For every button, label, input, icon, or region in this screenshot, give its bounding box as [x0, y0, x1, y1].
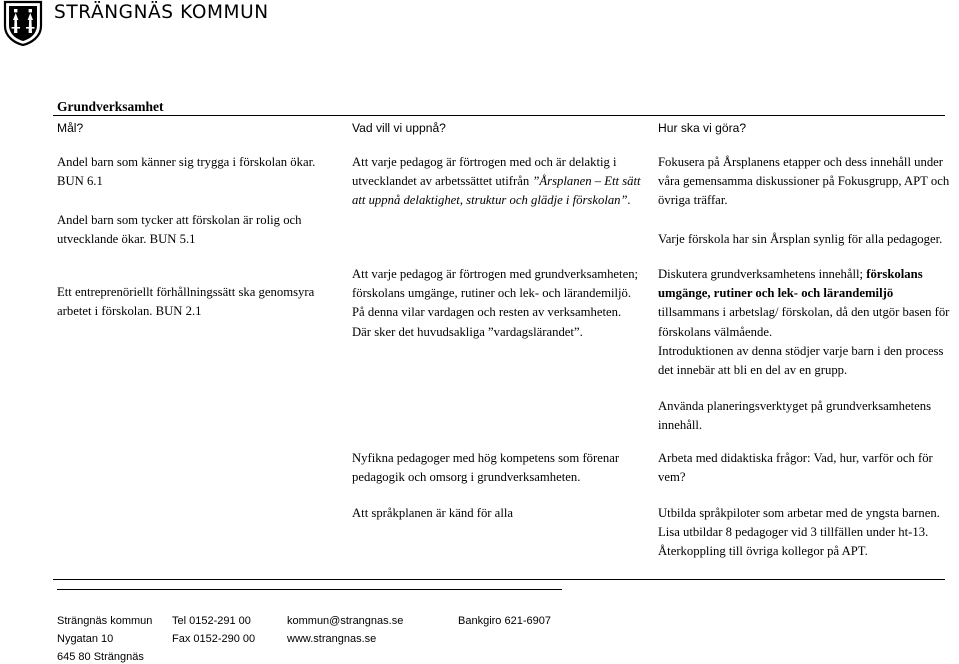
column-header-what: Vad vill vi uppnå?: [352, 121, 446, 135]
text-span: utvecklandet av arbetssättet utifrån: [352, 174, 533, 189]
bold-line: umgänge, rutiner och lek- och lärandemiljö: [658, 286, 894, 301]
text-line: Använda planeringsverktyget på grundverksamhetens: [658, 399, 932, 414]
text-line: arbetet i förskolan. BUN 2.1: [57, 304, 202, 319]
footer-fax: Fax 0152-290 00: [172, 633, 256, 645]
text-line: På denna vilar vardagen och resten av verksamheten.: [352, 305, 622, 320]
arsplan-title-end: att uppnå delaktighet, struktur och glädje i förskolan”.: [352, 193, 631, 208]
text-line: [352, 172, 652, 191]
table-top-rule: [53, 115, 945, 116]
text-line: våra gemensamma diskussioner på Fokusgrupp, APT och: [658, 174, 950, 189]
text-line: tillsammans i arbetslag/ förskolan, då den utgör basen för: [658, 305, 950, 320]
column-header-how: Hur ska vi göra?: [658, 121, 747, 135]
text-line: Att varje pedagog är förtrogen med grundverksamheten;: [352, 267, 639, 281]
text-span: Diskutera grundverksamhetens innehåll;: [658, 267, 867, 281]
text-line: Lisa utbildar 8 pedagoger vid 3 tillfällen under ht-13.: [658, 525, 929, 540]
text-line: Arbeta med didaktiska frågor: Vad, hur, varför och för: [658, 451, 933, 465]
row4-what: [352, 504, 652, 523]
row2-how: [658, 265, 958, 436]
text-line: Där sker det huvudsakliga ”vardagslärandet”.: [352, 324, 583, 339]
footer-postal-address: 645 80 Strängnäs: [57, 651, 144, 663]
text-line: Att språkplanen är känd för alla: [352, 506, 513, 520]
footer-phone: Tel 0152-291 00: [172, 615, 251, 627]
text-line: Andel barn som tycker att förskolan är rolig och: [57, 212, 302, 227]
text-line: vem?: [658, 470, 686, 485]
text-line: Andel barn som känner sig trygga i förskolan ökar.: [57, 155, 316, 169]
footer-street: Nygatan 10: [57, 633, 114, 645]
footer-bankgiro: Bankgiro 621-6907: [458, 615, 551, 627]
row1-goal: [57, 153, 342, 249]
text-line: övriga träffar.: [658, 193, 728, 208]
text-line: utvecklande ökar. BUN 5.1: [57, 231, 196, 246]
section-title: Grundverksamhet: [57, 99, 164, 114]
text-line: det innebär att bli en del av en grupp.: [658, 363, 848, 378]
text-line: Nyfikna pedagoger med hög kompetens som förenar: [352, 451, 620, 465]
text-line: [57, 191, 342, 210]
footer-email[interactable]: kommun@strangnas.se: [287, 615, 404, 627]
row4-how: [658, 504, 958, 562]
text-line: förskolans umgänge, rutiner och lek- och lärandemiljö.: [352, 286, 632, 301]
text-line: pedagogik och omsorg i grundverksamheten.: [352, 470, 581, 485]
column-header-goal: Mål?: [57, 121, 84, 135]
brand-name: STRÄNGNÄS KOMMUN: [54, 2, 269, 23]
text-line: [658, 380, 958, 397]
page-header: [0, 0, 959, 46]
row1-how: [658, 153, 958, 249]
text-line: Ett entreprenöriellt förhållningssätt ska genomsyra: [57, 285, 315, 299]
text-line: BUN 6.1: [57, 174, 103, 189]
arsplan-title-start: ”Årsplanen – Ett sätt: [532, 174, 641, 189]
text-line: Introduktionen av denna stödjer varje barn i den process: [658, 343, 944, 358]
text-line: innehåll.: [658, 418, 703, 433]
text-line: förskolans välmående.: [658, 324, 773, 339]
text-line: Fokusera på Årsplanens etapper och dess innehåll under: [658, 155, 944, 169]
footer-rule: [57, 589, 562, 590]
row2-goal: [57, 283, 342, 321]
text-line: Att varje pedagog är förtrogen med och är delaktig i: [352, 155, 617, 169]
footer-org-name: Strängnäs kommun: [57, 615, 153, 627]
bold-span: förskolans: [866, 267, 923, 281]
row3-what: [352, 449, 652, 487]
coat-of-arms-logo: [3, 0, 43, 46]
text-line: [658, 211, 958, 230]
footer-website[interactable]: www.strangnas.se: [287, 633, 377, 645]
row2-what: [352, 265, 652, 342]
text-line: Utbilda språkpiloter som arbetar med de yngsta barnen.: [658, 506, 940, 520]
row1-what: [352, 153, 652, 211]
table-bottom-rule: [53, 579, 945, 580]
text-line: [658, 265, 958, 284]
row3-how: [658, 449, 958, 487]
text-line: Varje förskola har sin Årsplan synlig för alla pedagoger.: [658, 231, 943, 246]
text-line: Återkoppling till övriga kollegor på APT.: [658, 544, 868, 559]
